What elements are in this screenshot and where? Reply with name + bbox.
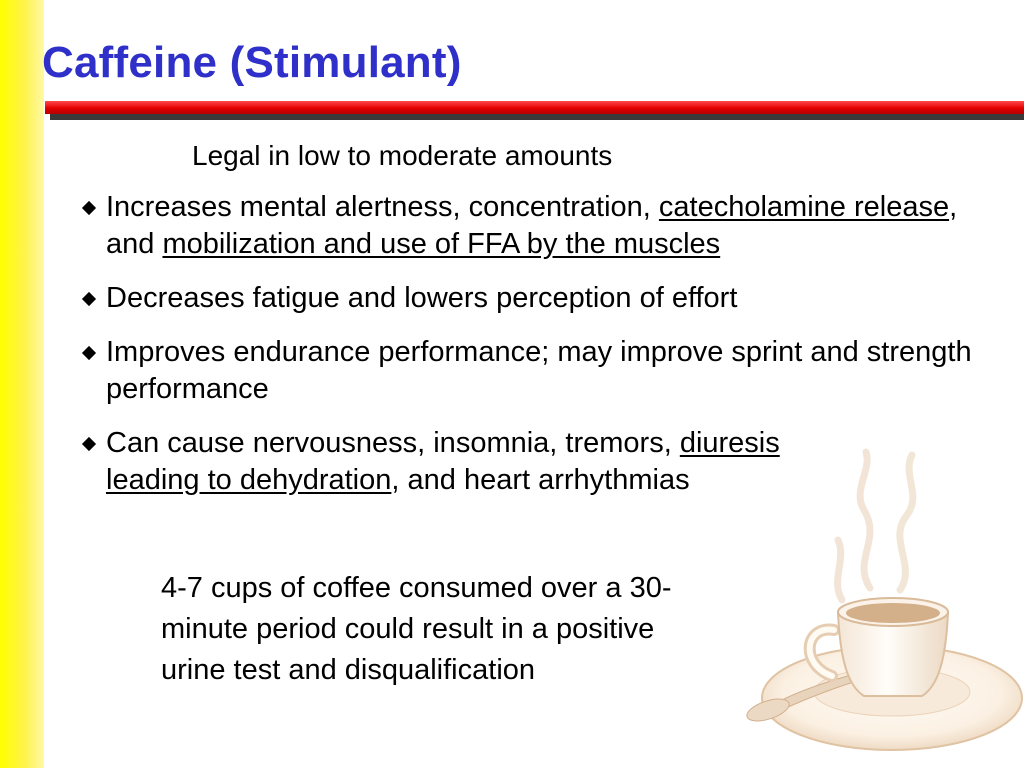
bullet-text: , and: [106, 191, 958, 260]
bullet-text: , and heart arrhythmias: [391, 464, 690, 496]
bullet-text: Increases mental alertness, concentration,: [106, 191, 659, 223]
subtitle: Legal in low to moderate amounts: [192, 140, 613, 171]
coffee-cup-illustration: [742, 440, 1024, 768]
title-rule: [45, 101, 1024, 114]
slide-title: Caffeine (Stimulant): [42, 38, 462, 87]
bullet-item-effects: [80, 189, 990, 263]
left-accent-band: [0, 0, 44, 768]
diamond-bullet-icon: [82, 437, 96, 451]
underlined-term: diuresis leading to dehydration: [106, 427, 780, 496]
bullet-item-performance: [80, 334, 990, 408]
bullet-text: Can cause nervousness, insomnia, tremors,: [106, 427, 680, 459]
underlined-term: mobilization and use of FFA by the muscles: [162, 228, 721, 260]
bullet-item-side-effects: [80, 425, 786, 499]
steam-icon: [838, 452, 913, 600]
diamond-bullet-icon: [82, 292, 96, 306]
diamond-bullet-icon: [82, 201, 96, 215]
bullet-text: Decreases fatigue and lowers perception of effort: [106, 282, 738, 314]
coffee-note: 4-7 cups of coffee consumed over a 30-minute period could result in a positive urine test and disqualification: [161, 572, 672, 686]
bullet-text: Improves endurance performance; may improve sprint and strength performance: [106, 336, 972, 405]
bullet-item-fatigue: [80, 280, 990, 317]
diamond-bullet-icon: [82, 346, 96, 360]
underlined-term: catecholamine release: [658, 191, 950, 223]
